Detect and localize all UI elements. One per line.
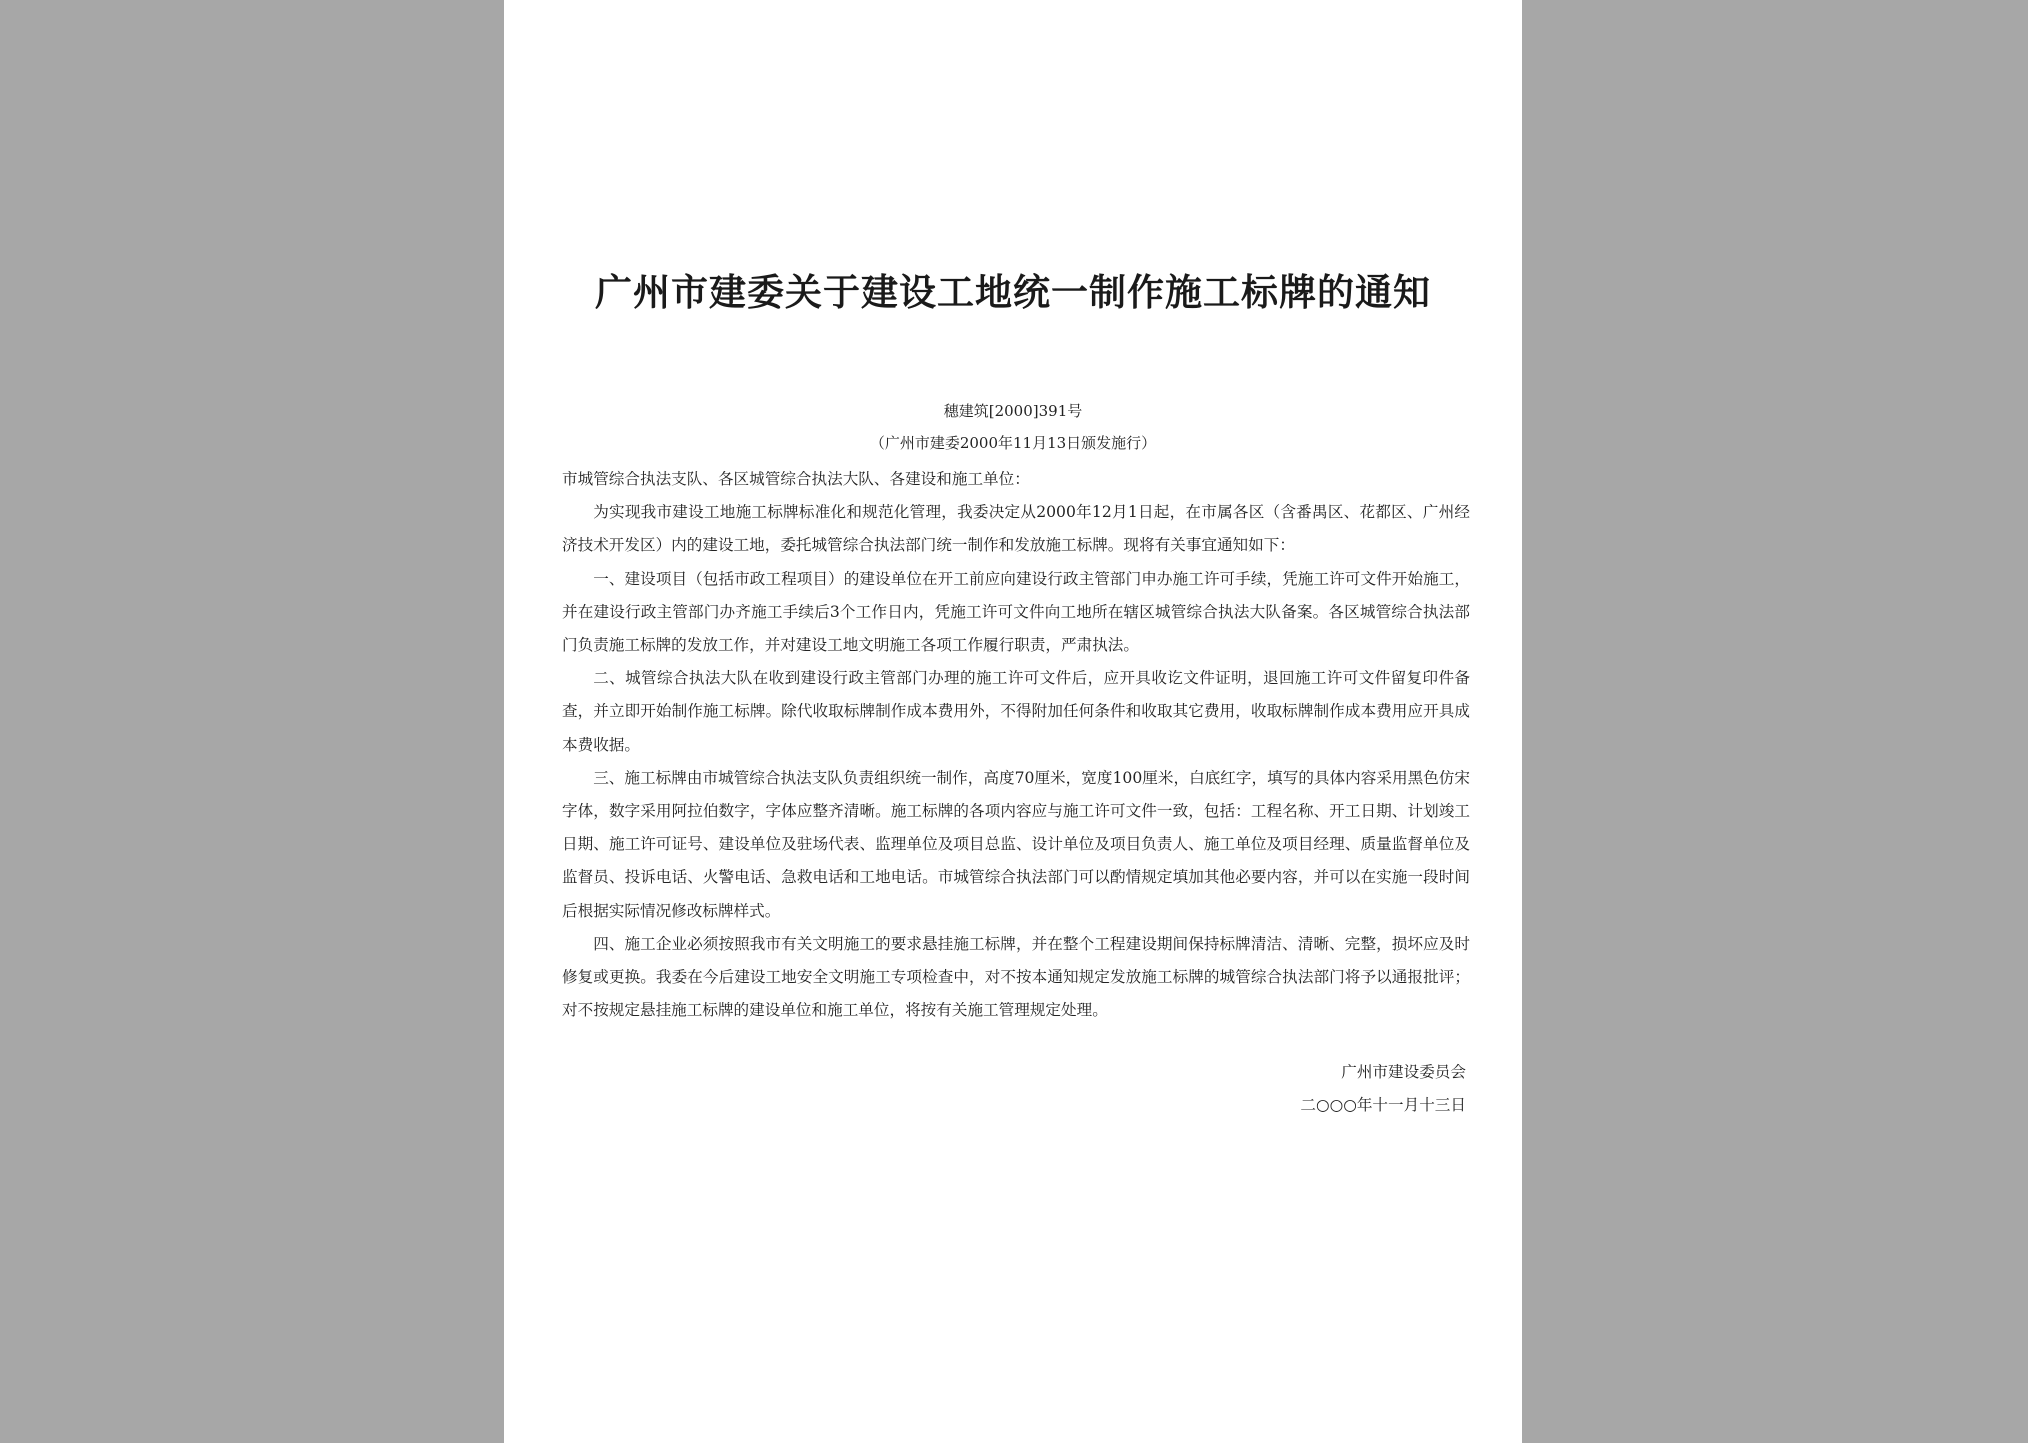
signer: 广州市建设委员会 — [1341, 1063, 1466, 1081]
sign-date: 二○○○年十一月十三日 — [1300, 1096, 1466, 1114]
paragraph-item-4: 四、施工企业必须按照我市有关文明施工的要求悬挂施工标牌，并在整个工程建设期间保持标牌清洁、清晰、完整，损坏应及时修复或更换。我委在今后建设工地安全文明施工专项检查中，对不按本通知规定发放施工标牌的城管综合执法部门将予以通报批评；对不按规定悬挂施工标牌的建设单位和施工单位，将按有关施工管理规定处理。 — [562, 934, 1470, 1020]
document-page — [504, 0, 1522, 1443]
paragraph-item-1: 一、建设项目（包括市政工程项目）的建设单位在开工前应向建设行政主管部门申办施工许可手续，凭施工许可文件开始施工，并在建设行政主管部门办齐施工手续后3个工作日内，凭施工许可文件向工地所在辖区城管综合执法大队备案。各区城管综合执法部门负责施工标牌的发放工作，并对建设工地文明施工各项工作履行职责，严肃执法。 — [562, 569, 1470, 655]
issue-note: （广州市建委2000年11月13日颁发施行） — [869, 434, 1157, 452]
addressee: 市城管综合执法支队、各区城管综合执法大队、各建设和施工单位： — [562, 470, 1030, 488]
paragraph-item-3: 三、施工标牌由市城管综合执法支队负责组织统一制作，高度70厘米，宽度100厘米，白底红字，填写的具体内容采用黑色仿宋字体，数字采用阿拉伯数字，字体应整齐清晰。施工标牌的各项内容应与施工许可文件一致，包括：工程名称、开工日期、计划竣工日期、施工许可证号、建设单位及驻场代表、监理单位及项目总监、设计单位及项目负责人、施工单位及项目经理、质量监督单位及监督员、投诉电话、火警电话、急救电话和工地电话。市城管综合执法部门可以酌情规定填加其他必要内容，并可以在实施一段时间后根据实际情况修改标牌样式。 — [562, 768, 1470, 920]
document-number: 穗建筑[2000]391号 — [943, 402, 1083, 420]
document-body — [562, 463, 1470, 1027]
document-title: 广州市建委关于建设工地统一制作施工标牌的通知 — [595, 271, 1431, 314]
paragraph-item-2: 二、城管综合执法大队在收到建设行政主管部门办理的施工许可文件后，应开具收讫文件证明，退回施工许可文件留复印件备查，并立即开始制作施工标牌。除代收取标牌制作成本费用外，不得附加任何条件和收取其它费用，收取标牌制作成本费用应开具成本费收据。 — [562, 669, 1470, 754]
intro-paragraph: 为实现我市建设工地施工标牌标准化和规范化管理，我委决定从2000年12月1日起，在市属各区（含番禺区、花都区、广州经济技术开发区）内的建设工地，委托城管综合执法部门统一制作和发放施工标牌。现将有关事宜通知如下： — [562, 503, 1470, 555]
